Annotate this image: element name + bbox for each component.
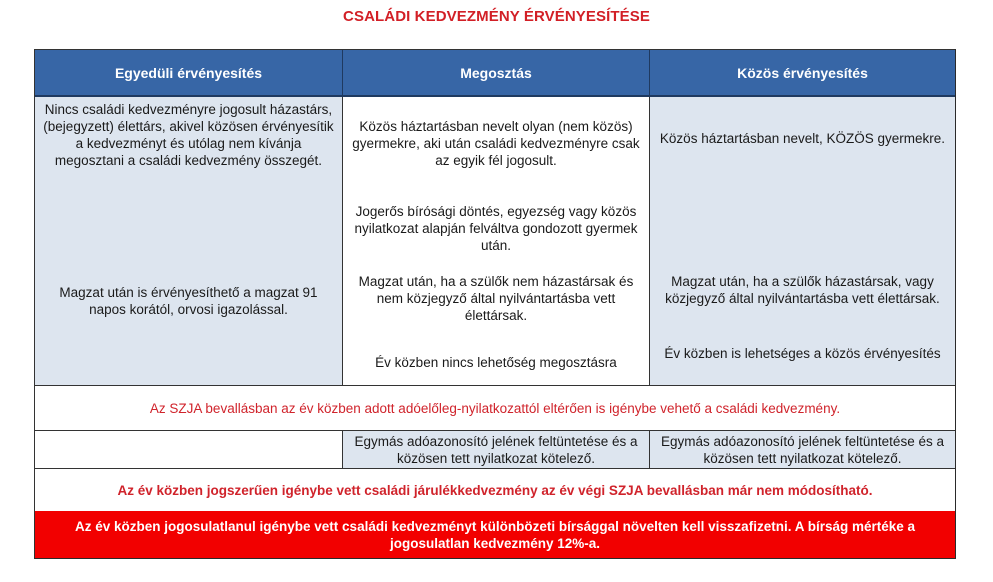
sharing-alternating-custody-text: Jogerős bírósági döntés, egyezség vagy közös nyilatkozat alapján felváltva gondozott gyermek után. (354, 204, 638, 253)
page-title: CSALÁDI KEDVEZMÉNY ÉRVÉNYESÍTÉSE (343, 8, 650, 25)
szja-note: Az SZJA bevallásban az év közben adott adóelőleg-nyilatkozattól eltérően is igénybe vehető a családi kedvezmény. (35, 385, 955, 431)
individual-fetus-text: Magzat után is érvényesíthető a magzat 91 napos korától, orvosi igazolással. (59, 285, 318, 317)
header-joint: Közös érvényesítés (650, 50, 955, 97)
sharing-non-common-child-text: Közös háztartásban nevelt olyan (nem közös) gyermekre, aki után családi kedvezményre csak az egyik fél jogosult. (352, 119, 640, 168)
column-sharing (343, 97, 650, 385)
column-individual (35, 97, 343, 385)
joint-midyear-possible-text: Év közben is lehetséges a közös érvényesítés (664, 346, 941, 361)
tax-id-individual-empty (35, 431, 343, 469)
contribution-note: Az év közben jogszerűen igénybe vett családi járulékkedvezmény az év végi SZJA bevallásban már nem módosítható. (35, 469, 955, 511)
joint-fetus-text: Magzat után, ha a szülők házastársak, vagy közjegyző által nyilvántartásba vett élettársak. (665, 274, 940, 306)
sharing-no-midyear-text: Év közben nincs lehetőség megosztásra (375, 355, 617, 370)
sharing-fetus-text: Magzat után, ha a szülők nem házastársak és nem közjegyző által nyilvántartásba vett élettársak. (358, 274, 634, 323)
family-allowance-table (34, 49, 956, 559)
column-joint (650, 97, 955, 385)
header-individual: Egyedüli érvényesítés (35, 50, 343, 97)
tax-id-joint-text: Egymás adóazonosító jelének feltüntetése és a közösen tett nyilatkozat kötelező. (650, 431, 955, 469)
joint-common-child-text: Közös háztartásban nevelt, KÖZÖS gyermekre. (659, 131, 946, 146)
tax-id-sharing-text: Egymás adóazonosító jelének feltüntetése és a közösen tett nyilatkozat kötelező. (343, 431, 650, 469)
penalty-banner: Az év közben jogosulatlanul igénybe vett családi kedvezményt különbözeti bírsággal növelten kell visszafizetni. A bírság mértéke a jogosulatlan kedvezmény 12%-a. (35, 511, 955, 558)
individual-no-spouse-text: Nincs családi kedvezményre jogosult házastárs, (bejegyzett) élettárs, akivel közösen érvényesítik a kedvezményt és utólag nem kívánja megosztani a családi kedvezmény összegét. (43, 102, 334, 168)
header-sharing: Megosztás (343, 50, 650, 97)
tax-id-row (35, 431, 955, 469)
